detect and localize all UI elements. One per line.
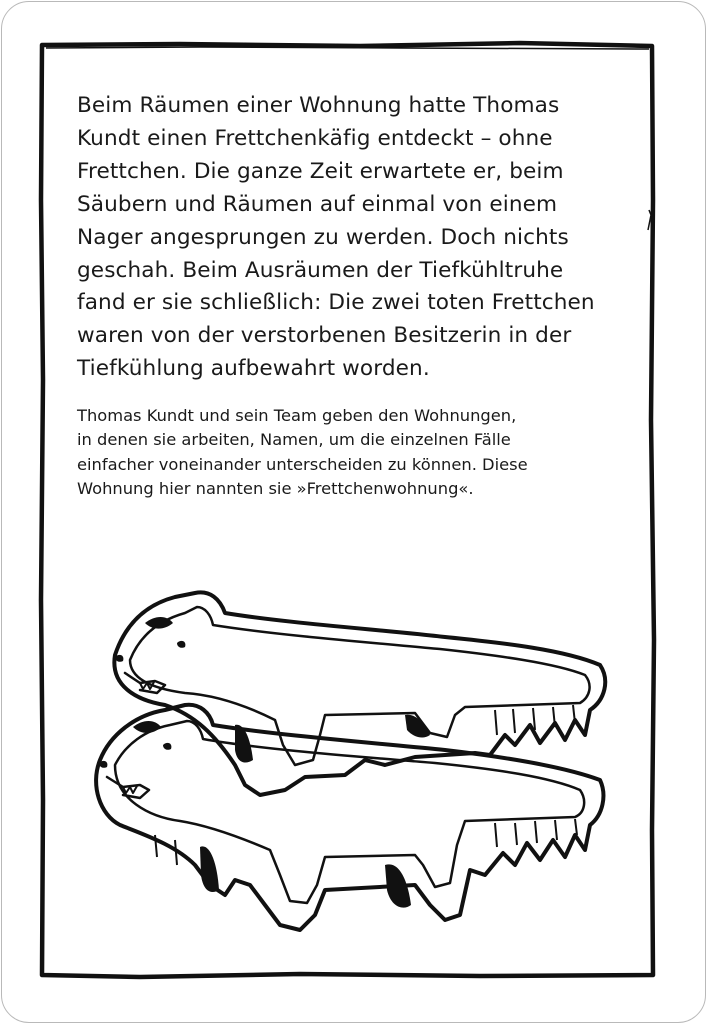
story-paragraph (77, 90, 637, 386)
lower-ferret-front-leg-patch (200, 846, 219, 892)
story-line: Frettchen. Die ganze Zeit erwartete er, beim (77, 158, 564, 184)
story-line: Beim Räumen einer Wohnung hatte Thomas (77, 93, 560, 118)
note-line: Wohnung hier nannten sie »Frettchenwohnung«. (77, 478, 474, 498)
upper-ferret-mouth (125, 673, 165, 693)
frozen-ferrets-illustration (85, 585, 615, 955)
story-line: Tiefkühlung aufbewahrt worden. (77, 356, 430, 382)
upper-ferret-eye (177, 641, 185, 648)
note-line: in denen sie arbeiten, Namen, um die einzelnen Fälle (77, 430, 511, 450)
story-line: Säubern und Räumen auf einmal von einem (77, 191, 558, 217)
story-line: Kundt einen Frettchenkäfig entdeckt – ohne (77, 125, 553, 151)
lower-ferret-icicles (155, 819, 577, 865)
story-line: fand er sie schließlich: Die zwei toten Frettchen (77, 290, 595, 316)
lower-ferret-ear-patch (133, 721, 161, 733)
lower-ferret-body-outline (115, 721, 584, 903)
lower-ferret-mouth (107, 777, 149, 798)
story-line: waren von der verstorbenen Besitzerin in der (77, 323, 572, 349)
lower-ferret-ice-outline (96, 705, 603, 930)
story-line: geschah. Beim Ausräumen der Tiefkühltruhe (77, 257, 564, 283)
note-line: Thomas Kundt und sein Team geben den Wohnungen, (77, 406, 517, 425)
note-paragraph (77, 404, 637, 501)
story-line: Nager angesprungen zu werden. Doch nichts (77, 224, 569, 250)
note-line: einfacher voneinander unterscheiden zu können. Diese (77, 454, 528, 474)
lower-ferret-eye (163, 743, 171, 750)
